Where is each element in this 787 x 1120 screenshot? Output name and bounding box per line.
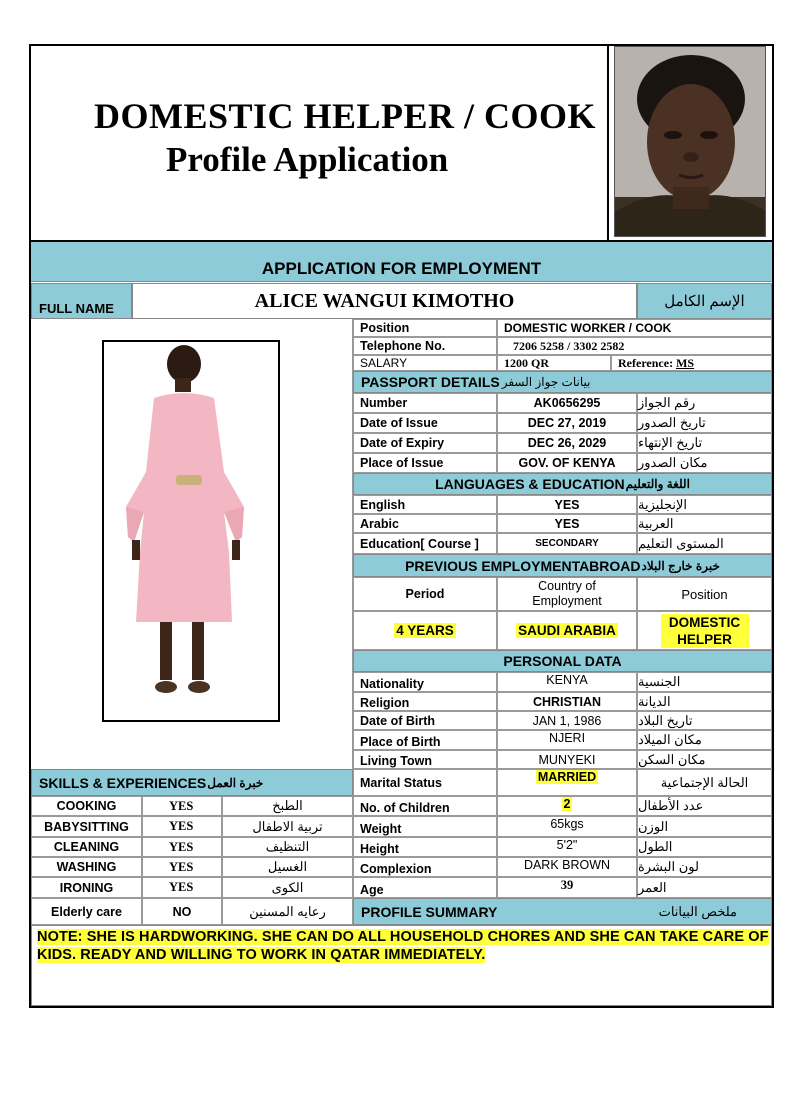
skill-ironing-label: IRONING	[31, 877, 142, 898]
date-of-expiry-arabic: تاريخ الإنتهاء	[637, 433, 772, 453]
application-banner	[31, 242, 772, 282]
skill-babysitting-value: YES	[142, 816, 222, 837]
skills-heading-text: SKILLS & EXPERIENCES	[39, 774, 207, 791]
skill-elderly-care-arabic: رعايه المسنين	[222, 898, 353, 925]
skill-elderly-care-label: Elderly care	[31, 898, 142, 925]
nationality-arabic: الجنسية	[637, 672, 772, 692]
passport-heading-arabic: بيانات جواز السفر	[501, 375, 591, 389]
page-subtitle: Profile Application	[166, 140, 449, 179]
religion-value: CHRISTIAN	[497, 692, 637, 711]
religion-arabic: الديانة	[637, 692, 772, 711]
place-of-birth-value: NJERI	[497, 730, 637, 750]
reference-cell	[611, 355, 772, 371]
skill-cleaning-label: CLEANING	[31, 837, 142, 857]
full-name-label-cell	[31, 283, 132, 319]
skill-cleaning-value: YES	[142, 837, 222, 857]
passport-heading-text: PASSPORT DETAILS	[361, 374, 500, 390]
full-body-photo	[102, 340, 280, 722]
date-of-birth-arabic: تاريخ البلاد	[637, 711, 772, 730]
english-value: YES	[497, 495, 637, 514]
living-town-arabic: مكان السكن	[637, 750, 772, 769]
languages-heading-text: LANGUAGES & EDUCATION	[435, 476, 625, 492]
profile-summary-heading-text: PROFILE SUMMARY	[361, 903, 498, 920]
nationality-value: KENYA	[497, 672, 637, 692]
skill-washing-label: WASHING	[31, 857, 142, 877]
english-label: English	[353, 495, 497, 514]
education-label: Education[ Course ]	[353, 533, 497, 554]
employment-col-period: Period	[353, 577, 497, 611]
passport-number-label: Number	[353, 393, 497, 413]
passport-number-arabic: رقم الجواز	[637, 393, 772, 413]
place-of-birth-label: Place of Birth	[353, 730, 497, 750]
height-arabic: الطول	[637, 837, 772, 857]
skill-cooking-value: YES	[142, 796, 222, 816]
profile-summary-heading-arabic: ملخص البيانات	[658, 903, 737, 919]
employment-col-country	[497, 577, 637, 611]
date-of-birth-label: Date of Birth	[353, 711, 497, 730]
age-value: 39	[497, 877, 637, 898]
age-arabic: العمر	[637, 877, 772, 898]
place-of-issue-value: GOV. OF KENYA	[497, 453, 637, 473]
employment-position: DOMESTIC HELPER	[661, 614, 749, 648]
employment-country-cell	[497, 611, 637, 650]
skill-cleaning-arabic: التنظيف	[222, 837, 353, 857]
marital-status-value: MARRIED	[537, 770, 597, 784]
full-name-label: FULL NAME	[39, 301, 114, 316]
complexion-value: DARK BROWN	[497, 857, 637, 877]
height-label: Height	[353, 837, 497, 857]
application-banner-text: APPLICATION FOR EMPLOYMENT	[261, 259, 542, 278]
living-town-label: Living Town	[353, 750, 497, 769]
marital-status-arabic: الحالة الإجتماعية	[637, 769, 772, 796]
skill-washing-value: YES	[142, 857, 222, 877]
full-name-arabic-cell	[637, 283, 772, 319]
header-divider	[607, 44, 609, 240]
arabic-label: Arabic	[353, 514, 497, 533]
passport-heading	[353, 371, 772, 393]
full-name-value: ALICE WANGUI KIMOTHO	[254, 289, 515, 312]
skill-babysitting-label: BABYSITTING	[31, 816, 142, 837]
employment-position-cell	[637, 611, 772, 650]
employment-period-cell	[353, 611, 497, 650]
employment-heading-arabic: خبرة خارج البلاد	[641, 558, 720, 573]
position-value: DOMESTIC WORKER / COOK	[504, 321, 672, 335]
summary-note	[37, 928, 769, 964]
employment-heading	[353, 554, 772, 577]
skills-heading	[31, 769, 353, 796]
full-name-arabic-label: الإسم الكامل	[664, 293, 745, 310]
marital-status-label: Marital Status	[353, 769, 497, 796]
date-of-issue-label: Date of Issue	[353, 413, 497, 433]
place-of-issue-label: Place of Issue	[353, 453, 497, 473]
reference-value: MS	[676, 355, 695, 370]
personal-data-heading-text: PERSONAL DATA	[503, 653, 622, 669]
skill-cooking-label: COOKING	[31, 796, 142, 816]
summary-note-text: NOTE: SHE IS HARDWORKING. SHE CAN DO ALL HOUSEHOLD CHORES AND SHE CAN TAKE CARE OF KIDS. READY AND WILLING TO WORK IN QATAR IMMEDIATELY.	[37, 929, 769, 963]
skill-elderly-care-value: NO	[142, 898, 222, 925]
religion-label: Religion	[353, 692, 497, 711]
skill-ironing-value: YES	[142, 877, 222, 898]
education-arabic: المستوى التعليم	[637, 533, 772, 554]
place-of-birth-arabic: مكان الميلاد	[637, 730, 772, 750]
nationality-label: Nationality	[353, 672, 497, 692]
reference-label: Reference:	[618, 355, 674, 370]
english-arabic: الإنجليزية	[637, 495, 772, 514]
arabic-value: YES	[497, 514, 637, 533]
children-arabic: عدد الأطفال	[637, 796, 772, 816]
weight-label: Weight	[353, 816, 497, 837]
employment-col-position: Position	[637, 577, 772, 611]
children-label: No. of Children	[353, 796, 497, 816]
complexion-label: Complexion	[353, 857, 497, 877]
telephone-label: Telephone No.	[353, 337, 497, 355]
living-town-value: MUNYEKI	[497, 750, 637, 769]
employment-country: SAUDI ARABIA	[518, 623, 616, 638]
salary-value: 1200 QR	[497, 355, 611, 371]
skills-heading-arabic: خبرة العمل	[207, 775, 264, 790]
languages-heading	[353, 473, 772, 495]
headshot-photo	[614, 46, 766, 237]
skill-washing-arabic: الغسيل	[222, 857, 353, 877]
marital-status-cell	[497, 769, 637, 796]
date-of-expiry-value: DEC 26, 2029	[497, 433, 637, 453]
place-of-issue-arabic: مكان الصدور	[637, 453, 772, 473]
skill-babysitting-arabic: تربية الاطفال	[222, 816, 353, 837]
date-of-expiry-label: Date of Expiry	[353, 433, 497, 453]
passport-number-value: AK0656295	[497, 393, 637, 413]
age-label: Age	[353, 877, 497, 898]
profile-summary-heading	[353, 898, 772, 925]
personal-data-heading	[353, 650, 772, 672]
height-value: 5'2"	[497, 837, 637, 857]
children-value: 2	[563, 797, 571, 811]
date-of-issue-arabic: تاريخ الصدور	[637, 413, 772, 433]
weight-arabic: الوزن	[637, 816, 772, 837]
position-label: Position	[353, 319, 497, 337]
languages-heading-arabic: اللغة والتعليم	[625, 477, 690, 491]
children-cell	[497, 796, 637, 816]
education-value: SECONDARY	[497, 533, 637, 554]
complexion-arabic: لون البشرة	[637, 857, 772, 877]
employment-period: 4 YEARS	[396, 623, 454, 638]
page-title: DOMESTIC HELPER / COOK	[94, 96, 597, 136]
salary-label: SALARY	[353, 355, 497, 371]
skill-cooking-arabic: الطبخ	[222, 796, 353, 816]
skill-ironing-arabic: الكوى	[222, 877, 353, 898]
position-value-cell	[497, 319, 772, 337]
weight-value: 65kgs	[497, 816, 637, 837]
full-name-value-cell	[132, 283, 637, 319]
arabic-arabic: العربية	[637, 514, 772, 533]
date-of-birth-value: JAN 1, 1986	[497, 711, 637, 730]
employment-col-country-text: Country of Employment	[532, 579, 602, 608]
employment-heading-text: PREVIOUS EMPLOYMENTABROAD	[405, 557, 641, 574]
date-of-issue-value: DEC 27, 2019	[497, 413, 637, 433]
telephone-value: 7206 5258 / 3302 2582	[497, 337, 772, 355]
